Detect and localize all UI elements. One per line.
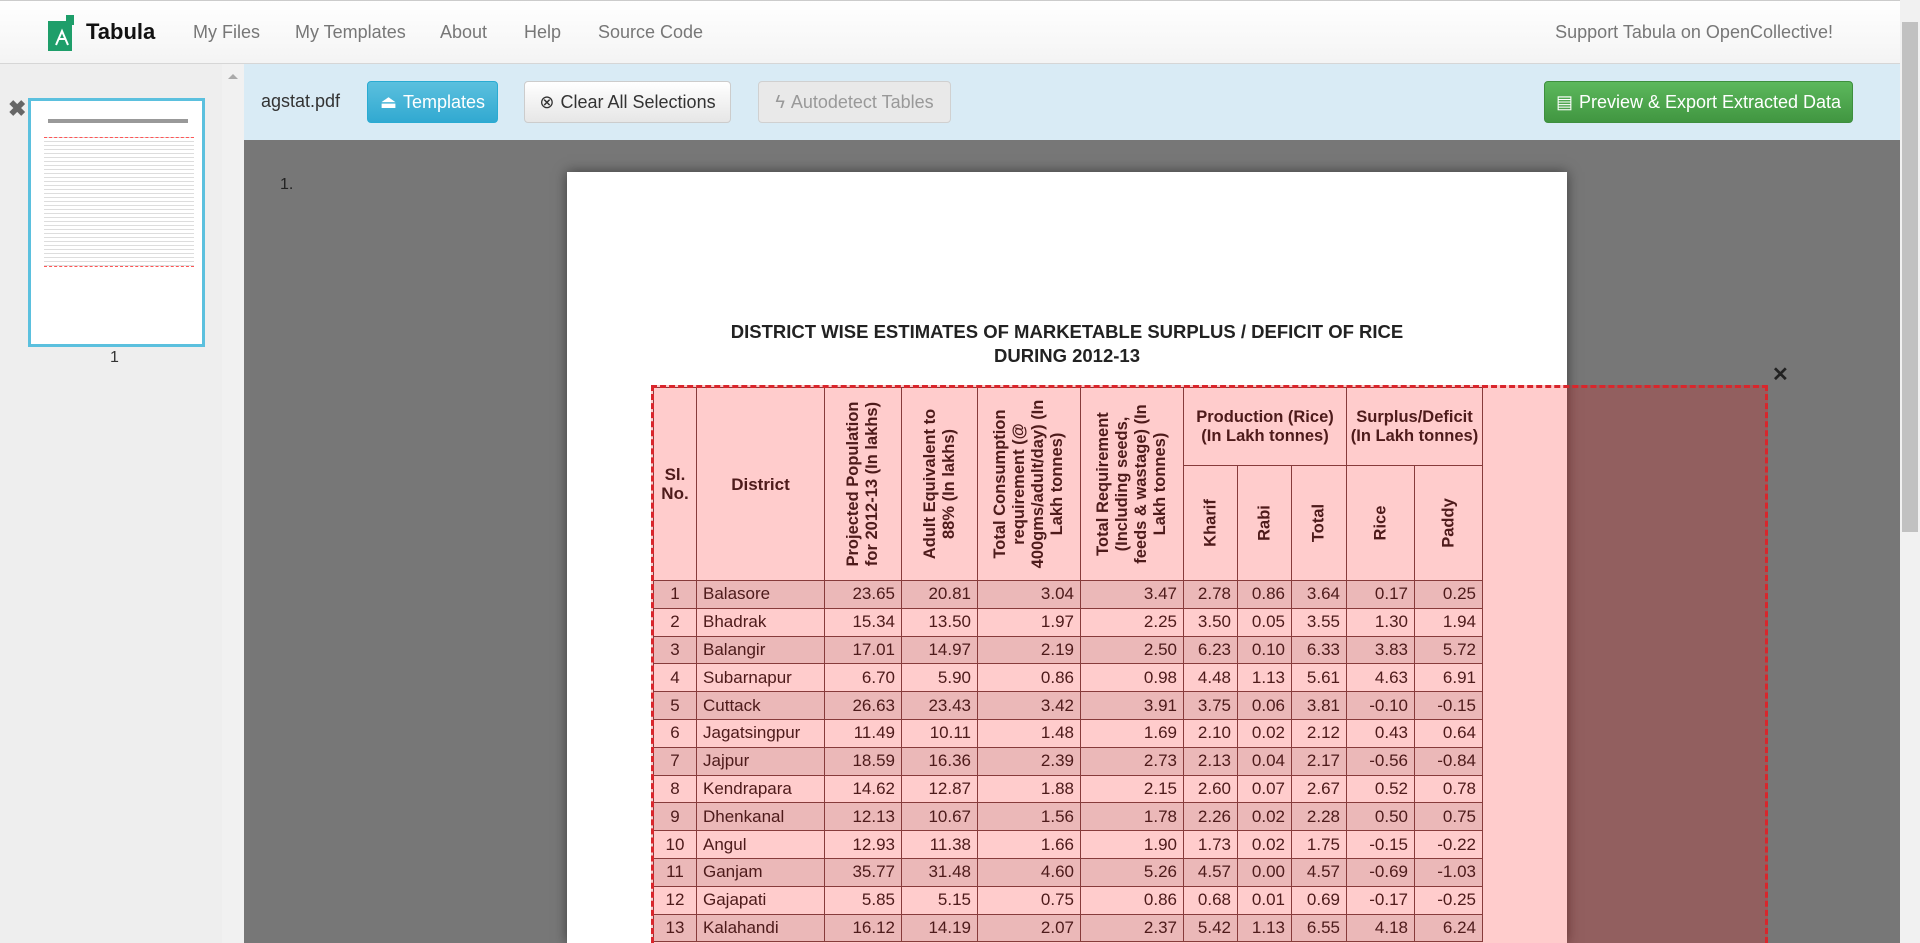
table-cell: 2.13 bbox=[1184, 747, 1238, 775]
table-cell: 1.30 bbox=[1347, 608, 1415, 636]
table-cell: 17.01 bbox=[825, 636, 902, 664]
table-cell: 5.15 bbox=[902, 886, 978, 914]
table-cell: -0.10 bbox=[1347, 692, 1415, 720]
nav-my-templates[interactable]: My Templates bbox=[295, 22, 406, 42]
table-cell: 0.17 bbox=[1347, 581, 1415, 609]
autodetect-label: Autodetect Tables bbox=[790, 91, 934, 112]
thumbnail-page-number: 1 bbox=[110, 349, 119, 366]
table-cell: 0.04 bbox=[1238, 747, 1292, 775]
table-cell: 2.12 bbox=[1292, 719, 1347, 747]
table-cell: 1.13 bbox=[1238, 664, 1292, 692]
table-cell: 0.50 bbox=[1347, 803, 1415, 831]
table-cell: 0.86 bbox=[1238, 581, 1292, 609]
table-cell: 5.85 bbox=[825, 886, 902, 914]
table-cell: 12.13 bbox=[825, 803, 902, 831]
header-population-text: Projected Population for 2012-13 (In lakhs) bbox=[844, 401, 881, 567]
table-cell: 1.73 bbox=[1184, 831, 1238, 859]
table-cell: 1 bbox=[654, 581, 697, 609]
table-cell: 1.48 bbox=[978, 719, 1081, 747]
preview-export-button[interactable] bbox=[1544, 81, 1853, 123]
table-cell: 3.83 bbox=[1347, 636, 1415, 664]
table-cell: 3.50 bbox=[1184, 608, 1238, 636]
header-sl-no: Sl. No. bbox=[654, 388, 697, 581]
clear-label: Clear All Selections bbox=[560, 91, 716, 112]
table-cell: 11 bbox=[654, 858, 697, 886]
table-cell: 8 bbox=[654, 775, 697, 803]
table-cell: 4.57 bbox=[1184, 858, 1238, 886]
table-cell: 0.25 bbox=[1415, 581, 1483, 609]
table-cell: 10.67 bbox=[902, 803, 978, 831]
table-cell: 3.91 bbox=[1081, 692, 1184, 720]
table-cell: 15.34 bbox=[825, 608, 902, 636]
table-cell: Ganjam bbox=[697, 858, 825, 886]
table-cell: 4.57 bbox=[1292, 858, 1347, 886]
table-cell: 1.66 bbox=[978, 831, 1081, 859]
header-adult-text: Adult Equivalent to 88% (In lakhs) bbox=[920, 408, 958, 560]
nav-about[interactable]: About bbox=[440, 22, 488, 42]
header-rabi-text: Rabi bbox=[1255, 505, 1273, 541]
table-cell: 0.52 bbox=[1347, 775, 1415, 803]
table-cell: 13.50 bbox=[902, 608, 978, 636]
page-label: 1. bbox=[280, 176, 294, 193]
table-cell: 14.62 bbox=[825, 775, 902, 803]
templates-label: Templates bbox=[402, 91, 486, 112]
table-cell: 0.01 bbox=[1238, 886, 1292, 914]
table-cell: 1.78 bbox=[1081, 803, 1184, 831]
table-cell: 6.70 bbox=[825, 664, 902, 692]
nav-my-files[interactable]: My Files bbox=[193, 22, 260, 42]
table-cell: 0.10 bbox=[1238, 636, 1292, 664]
table-cell: 1.13 bbox=[1238, 914, 1292, 942]
scrollbar-thumb[interactable] bbox=[1902, 22, 1918, 532]
table-cell: 0.86 bbox=[1081, 886, 1184, 914]
table-cell: -0.84 bbox=[1415, 747, 1483, 775]
table-cell: 7 bbox=[654, 747, 697, 775]
header-total-text: Total bbox=[1309, 503, 1328, 543]
table-cell: 14.19 bbox=[902, 914, 978, 942]
table-cell: 0.07 bbox=[1238, 775, 1292, 803]
table-cell: Jagatsingpur bbox=[697, 719, 825, 747]
table-cell: 16.12 bbox=[825, 914, 902, 942]
table-cell: 4.60 bbox=[978, 858, 1081, 886]
table-cell: -0.15 bbox=[1415, 692, 1483, 720]
table-cell: 2.78 bbox=[1184, 581, 1238, 609]
delete-page-icon[interactable]: ✖ bbox=[8, 96, 27, 121]
support-link[interactable]: Support Tabula on OpenCollective! bbox=[1555, 22, 1833, 42]
page-title bbox=[567, 320, 1567, 368]
table-cell: -1.03 bbox=[1415, 858, 1483, 886]
table-cell: Kalahandi bbox=[697, 914, 825, 942]
table-cell: 4 bbox=[654, 664, 697, 692]
header-kharif-text: Kharif bbox=[1201, 499, 1219, 547]
lightning-icon: ϟ bbox=[775, 91, 785, 112]
table-cell: 12.87 bbox=[902, 775, 978, 803]
thumbnail-title bbox=[48, 119, 188, 123]
scroll-up-arrow-icon[interactable] bbox=[228, 69, 238, 79]
table-cell: 3.04 bbox=[978, 581, 1081, 609]
table-cell: 3.47 bbox=[1081, 581, 1184, 609]
table-cell: 12 bbox=[654, 886, 697, 914]
table-cell: 0.75 bbox=[1415, 803, 1483, 831]
table-cell: 2 bbox=[654, 608, 697, 636]
table-cell: Gajapati bbox=[697, 886, 825, 914]
table-cell: 31.48 bbox=[902, 858, 978, 886]
table-cell: 1.56 bbox=[978, 803, 1081, 831]
table-cell: Angul bbox=[697, 831, 825, 859]
table-cell: 5.72 bbox=[1415, 636, 1483, 664]
table-cell: -0.22 bbox=[1415, 831, 1483, 859]
table-cell: Cuttack bbox=[697, 692, 825, 720]
remove-selection-icon[interactable]: ✕ bbox=[1772, 364, 1789, 386]
table-cell: 2.25 bbox=[1081, 608, 1184, 636]
table-cell: 2.15 bbox=[1081, 775, 1184, 803]
table-cell: 5 bbox=[654, 692, 697, 720]
table-cell: 0.68 bbox=[1184, 886, 1238, 914]
table-cell: 0.02 bbox=[1238, 719, 1292, 747]
table-cell: 2.26 bbox=[1184, 803, 1238, 831]
title-line-2: DURING 2012-13 bbox=[993, 345, 1140, 366]
table-cell: 6.33 bbox=[1292, 636, 1347, 664]
templates-icon: ⏏ bbox=[379, 91, 397, 112]
table-cell: 1.94 bbox=[1415, 608, 1483, 636]
table-cell: 26.63 bbox=[825, 692, 902, 720]
table-cell: Balangir bbox=[697, 636, 825, 664]
sidebar-scrollbar[interactable] bbox=[222, 64, 244, 943]
table-cell: 0.02 bbox=[1238, 803, 1292, 831]
table-cell: 16.36 bbox=[902, 747, 978, 775]
table-cell: 13 bbox=[654, 914, 697, 942]
table-cell: 0.64 bbox=[1415, 719, 1483, 747]
table-cell: -0.25 bbox=[1415, 886, 1483, 914]
table-cell: 11.49 bbox=[825, 719, 902, 747]
table-cell: 0.69 bbox=[1292, 886, 1347, 914]
table-cell: 23.65 bbox=[825, 581, 902, 609]
table-cell: 2.37 bbox=[1081, 914, 1184, 942]
table-cell: 12.93 bbox=[825, 831, 902, 859]
nav-help[interactable]: Help bbox=[524, 22, 562, 42]
header-paddy-text: Paddy bbox=[1439, 498, 1457, 548]
table-cell: 20.81 bbox=[902, 581, 978, 609]
table-cell: 2.67 bbox=[1292, 775, 1347, 803]
clear-selections-button[interactable] bbox=[524, 81, 731, 123]
list-icon: ▤ bbox=[1555, 91, 1573, 112]
table-cell: 11.38 bbox=[902, 831, 978, 859]
table-cell: 6.55 bbox=[1292, 914, 1347, 942]
navbar bbox=[0, 0, 1900, 64]
table-cell: 3.55 bbox=[1292, 608, 1347, 636]
table-cell: 0.00 bbox=[1238, 858, 1292, 886]
thumbnail-selection bbox=[44, 137, 194, 267]
header-surplus: Surplus/Deficit (In Lakh tonnes) bbox=[1347, 388, 1483, 466]
table-cell: -0.15 bbox=[1347, 831, 1415, 859]
table-cell: -0.17 bbox=[1347, 886, 1415, 914]
table-cell: 1.90 bbox=[1081, 831, 1184, 859]
table-cell: 2.17 bbox=[1292, 747, 1347, 775]
table-cell: 0.98 bbox=[1081, 664, 1184, 692]
table-cell: 3.81 bbox=[1292, 692, 1347, 720]
table-cell: 14.97 bbox=[902, 636, 978, 664]
table-cell: 18.59 bbox=[825, 747, 902, 775]
table-cell: -0.69 bbox=[1347, 858, 1415, 886]
table-cell: 6.91 bbox=[1415, 664, 1483, 692]
table-cell: Jajpur bbox=[697, 747, 825, 775]
table-cell: Bhadrak bbox=[697, 608, 825, 636]
header-production: Production (Rice) (In Lakh tonnes) bbox=[1184, 388, 1347, 466]
table-cell: 2.07 bbox=[978, 914, 1081, 942]
table-cell: 10.11 bbox=[902, 719, 978, 747]
table-cell: 0.75 bbox=[978, 886, 1081, 914]
table-cell: 0.05 bbox=[1238, 608, 1292, 636]
table-selection-area[interactable] bbox=[651, 385, 1768, 943]
table-cell: 6 bbox=[654, 719, 697, 747]
table-cell: 6.23 bbox=[1184, 636, 1238, 664]
table-cell: 2.28 bbox=[1292, 803, 1347, 831]
table-cell: 3.64 bbox=[1292, 581, 1347, 609]
table-cell: 1.69 bbox=[1081, 719, 1184, 747]
table-cell: Balasore bbox=[697, 581, 825, 609]
header-consumption-text: Total Consumption requirement (@ 400gms/adult/day) (In Lakh tonnes) bbox=[991, 399, 1066, 569]
table-cell: 1.75 bbox=[1292, 831, 1347, 859]
table-cell: 35.77 bbox=[825, 858, 902, 886]
nav-source-code[interactable]: Source Code bbox=[598, 22, 704, 42]
table-cell: 3.75 bbox=[1184, 692, 1238, 720]
brand-name[interactable]: Tabula bbox=[86, 19, 156, 44]
tabula-logo-icon[interactable] bbox=[48, 15, 76, 51]
table-cell: 2.10 bbox=[1184, 719, 1238, 747]
table-cell: 6.24 bbox=[1415, 914, 1483, 942]
filename: agstat.pdf bbox=[261, 91, 341, 111]
table-cell: 0.02 bbox=[1238, 831, 1292, 859]
table-cell: -0.56 bbox=[1347, 747, 1415, 775]
table-cell: 23.43 bbox=[902, 692, 978, 720]
table-cell: Subarnapur bbox=[697, 664, 825, 692]
title-line-1: DISTRICT WISE ESTIMATES OF MARKETABLE SURPLUS / DEFICIT OF RICE bbox=[730, 321, 1404, 342]
table-cell: 2.39 bbox=[978, 747, 1081, 775]
table-cell: 2.19 bbox=[978, 636, 1081, 664]
templates-button[interactable] bbox=[367, 81, 498, 123]
circle-x-icon: ⊗ bbox=[539, 91, 555, 112]
table-cell: 0.78 bbox=[1415, 775, 1483, 803]
table-cell: 3.42 bbox=[978, 692, 1081, 720]
header-district: District bbox=[697, 388, 825, 581]
table-cell: 1.88 bbox=[978, 775, 1081, 803]
table-cell: 0.06 bbox=[1238, 692, 1292, 720]
table-cell: 10 bbox=[654, 831, 697, 859]
page-scrollbar[interactable] bbox=[1900, 0, 1920, 943]
table-cell: 2.50 bbox=[1081, 636, 1184, 664]
table-cell: 0.43 bbox=[1347, 719, 1415, 747]
table-cell: 1.97 bbox=[978, 608, 1081, 636]
table-cell: 0.86 bbox=[978, 664, 1081, 692]
table-cell: 3 bbox=[654, 636, 697, 664]
table-cell: 4.18 bbox=[1347, 914, 1415, 942]
table-cell: 9 bbox=[654, 803, 697, 831]
table-cell: 4.48 bbox=[1184, 664, 1238, 692]
table-cell: 5.42 bbox=[1184, 914, 1238, 942]
table-cell: 5.26 bbox=[1081, 858, 1184, 886]
page-thumbnail[interactable] bbox=[28, 98, 205, 347]
table-cell: 5.90 bbox=[902, 664, 978, 692]
export-label: Preview & Export Extracted Data bbox=[1578, 91, 1842, 112]
autodetect-tables-button[interactable] bbox=[758, 81, 951, 123]
table-cell: 4.63 bbox=[1347, 664, 1415, 692]
header-rice-text: Rice bbox=[1371, 505, 1389, 541]
table-cell: 5.61 bbox=[1292, 664, 1347, 692]
table-cell: Dhenkanal bbox=[697, 803, 825, 831]
table-cell: 2.60 bbox=[1184, 775, 1238, 803]
header-requirement-text: Total Requirement (Including seeds, feeds & wastage) (In Lakh tonnes) bbox=[1094, 404, 1169, 564]
table-cell: Kendrapara bbox=[697, 775, 825, 803]
table-cell: 2.73 bbox=[1081, 747, 1184, 775]
